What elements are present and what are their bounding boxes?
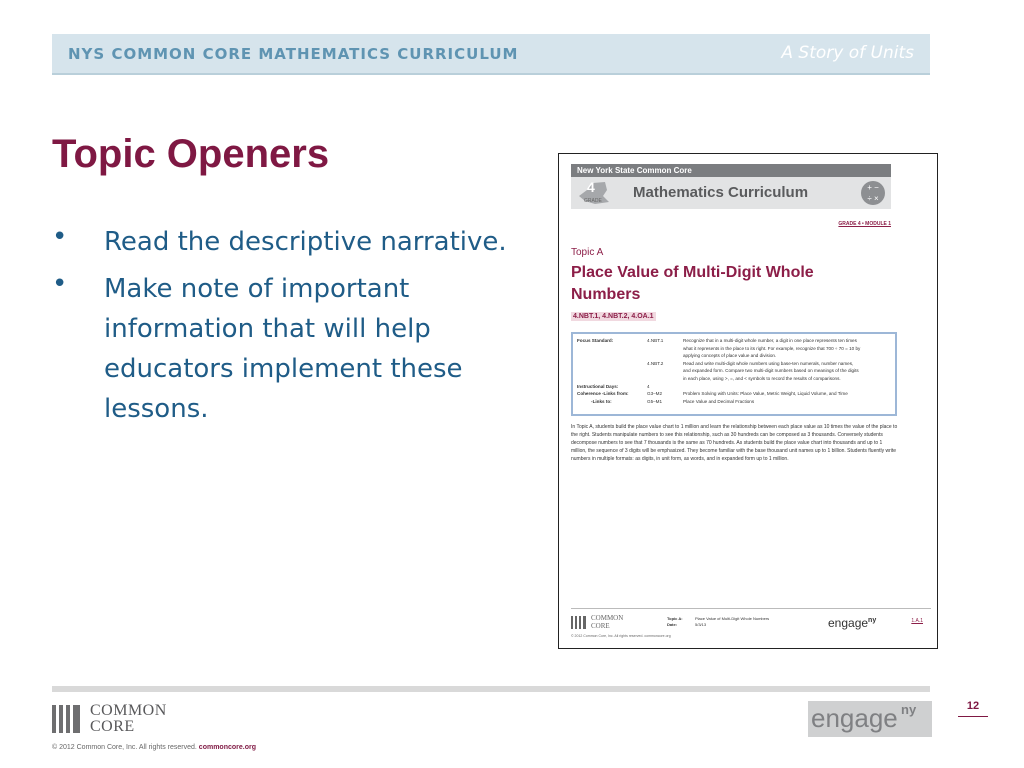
- table-cell: G5–M1: [647, 398, 663, 404]
- table-cell: -Links to:: [577, 398, 612, 404]
- document-thumbnail: [558, 153, 938, 649]
- footer-divider: [52, 686, 930, 692]
- doc-footer: [571, 612, 931, 646]
- bullet-marker: •: [52, 269, 68, 299]
- engage-word: engage: [811, 703, 898, 733]
- copyright-link: commoncore.org: [198, 744, 256, 751]
- table-cell: Place Value and Decimal Fractions: [683, 398, 755, 404]
- grade-label: GRADE: [584, 198, 602, 204]
- curriculum-title: NYS COMMON CORE MATHEMATICS CURRICULUM: [68, 45, 519, 63]
- bullet-text: Make note of important information that will help educators implement these lessons.: [104, 274, 463, 424]
- table-cell: and expanded form. Compare two multi-digit numbers based on meanings of the digits: [683, 368, 859, 374]
- bullet-item: [52, 222, 542, 262]
- logo-word: engage: [828, 616, 869, 630]
- table-row: [577, 352, 891, 360]
- table-cell: what it represents in the place to its right. For example, recognize that 700 ÷ 70 = 10 by: [683, 345, 861, 351]
- doc-page-number: 1.A.1: [911, 618, 923, 624]
- common-core-logo-icon: [52, 705, 84, 733]
- doc-topic-label: Topic A: [571, 247, 604, 258]
- table-cell: applying concepts of place value and division.: [683, 353, 777, 359]
- engage-superscript: ny: [901, 702, 917, 717]
- table-row: [577, 360, 891, 368]
- copyright-notice: [52, 744, 256, 751]
- header-banner: [52, 34, 930, 75]
- table-row: [577, 398, 891, 406]
- table-row: [577, 345, 891, 353]
- table-row: [577, 367, 891, 375]
- table-row: [577, 390, 891, 398]
- copyright-text: © 2012 Common Core, Inc. All rights reserved.: [52, 744, 197, 751]
- doc-narrative: In Topic A, students build the place value chart to 1 million and learn the relationship between each place value as 10 times the value of the place to the right. Students manipulate numbers to see this relationship, such as 30 hundreds can be composed as 3 thousands. Conversely students decompose numbers to see that 7 thousands is the same as 70 hundreds. As students build the place value chart into thousands and up to 1 million, the sequence of 3 digits will be emphasized. They become familiar with the base thousand unit names up to 1 billion. Students fluently write numbers in multiple formats: as digits, in unit form, as words, and in expanded form up to 1 million.: [571, 424, 898, 462]
- meta-value: Place Value of Multi-Digit Whole Numbers: [695, 616, 770, 621]
- logo-line: CORE: [90, 718, 135, 735]
- meta-value: 5/3/13: [695, 622, 707, 627]
- table-cell: Coherence -Links from:: [577, 391, 629, 397]
- doc-copyright: © 2012 Common Core, Inc. All rights reserved. commoncore.org: [571, 634, 671, 638]
- meta-key: Date:: [667, 622, 678, 627]
- story-title: A Story of Units: [781, 43, 914, 63]
- common-core-logo-icon: [571, 616, 587, 629]
- table-row: [577, 375, 891, 383]
- bullet-text: Read the descriptive narrative.: [104, 227, 507, 257]
- common-core-logo: [52, 703, 192, 737]
- doc-module-tag: GRADE 4 • MODULE 1: [838, 221, 891, 227]
- table-cell: Focus Standard:: [577, 338, 614, 343]
- table-cell: 4: [647, 383, 650, 389]
- table-cell: Instructional Days:: [577, 383, 619, 389]
- page-number: 12: [958, 700, 988, 717]
- doc-curriculum-title: Mathematics Curriculum: [633, 184, 809, 201]
- bullet-list: [52, 222, 542, 436]
- table-cell: Problem Solving with Units: Place Value, Metric Weight, Liquid Volume, and Time: [683, 391, 848, 397]
- table-row: [577, 337, 891, 345]
- logo-sup: ny: [868, 617, 877, 624]
- doc-footer-divider: [571, 608, 931, 609]
- slide-title: Topic Openers: [52, 132, 330, 176]
- table-cell: Read and write multi-digit whole numbers using base-ten numerals, number names,: [683, 360, 854, 366]
- doc-engageny-logo: [828, 616, 876, 630]
- table-cell: in each place, using >, =, and < symbols to record the results of comparisons.: [683, 375, 841, 381]
- grade-number: 4: [587, 179, 595, 195]
- common-core-logo-text: [90, 703, 167, 735]
- logo-line: COMMON: [591, 614, 624, 622]
- doc-header: [571, 177, 891, 209]
- logo-line: CORE: [591, 622, 610, 630]
- bullet-marker: •: [52, 222, 68, 252]
- math-operations-icon: + − ÷ ×: [861, 181, 885, 205]
- bullet-item: [52, 269, 542, 429]
- doc-standards-table: [571, 332, 897, 416]
- doc-cc-logo-text: [591, 614, 623, 630]
- doc-topic-title: Place Value of Multi-Digit Whole Numbers: [571, 264, 814, 303]
- table-cell: G3–M2: [647, 391, 663, 397]
- doc-standards-tag: 4.NBT.1, 4.NBT.2, 4.OA.1: [573, 313, 654, 320]
- doc-topbar: New York State Common Core: [571, 164, 891, 177]
- doc-footer-meta: [667, 616, 769, 628]
- table-row: [577, 383, 891, 391]
- table-cell: 4.NBT.1: [647, 338, 664, 343]
- logo-line: COMMON: [90, 702, 167, 719]
- table-cell: Recognize that in a multi-digit whole number, a digit in one place represents ten times: [683, 338, 857, 343]
- ny-state-grade-icon: [577, 180, 611, 206]
- table-cell: 4.NBT.2: [647, 360, 664, 366]
- meta-key: Topic A:: [667, 616, 683, 621]
- engageny-logo: [808, 701, 932, 737]
